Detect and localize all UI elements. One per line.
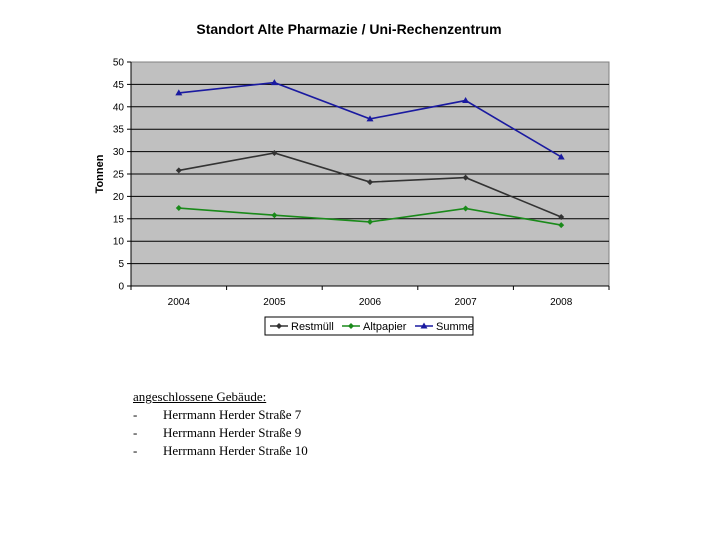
legend-label: Altpapier [363,321,407,333]
legend-label: Summe [436,321,474,333]
bullet-dash: - [133,407,138,422]
y-tick-label: 0 [118,281,124,293]
list-item-text: Herrmann Herder Straße 9 [163,425,302,440]
list-item [133,424,308,442]
y-tick-label: 15 [112,214,124,226]
x-tick-label: 2005 [263,297,286,308]
y-tick-label: 30 [112,147,124,159]
list-item [133,406,308,424]
x-axis-ticks [131,286,609,308]
list-item [133,442,308,460]
y-tick-label: 10 [112,236,124,248]
y-tick-label: 20 [112,191,124,203]
y-tick-label: 40 [112,102,124,114]
y-axis-title: Tonnen [94,154,106,194]
list-heading: angeschlossene Gebäude: [133,389,267,404]
y-tick-label: 45 [112,79,124,91]
bullet-dash: - [133,425,138,440]
y-tick-label: 35 [112,124,124,136]
legend-label: Restmüll [291,321,334,333]
connected-buildings-list [133,388,308,460]
y-tick-label: 25 [112,169,124,181]
list-item-text: Herrmann Herder Straße 10 [163,443,308,458]
bullet-dash: - [133,443,138,458]
chart-title: Standort Alte Pharmazie / Uni-Rechenzentrum [196,21,502,37]
y-tick-label: 5 [118,259,124,271]
legend [265,317,474,335]
x-tick-label: 2006 [358,297,382,308]
x-tick-label: 2004 [167,297,190,308]
x-tick-label: 2008 [550,297,573,308]
y-axis-ticks [113,58,131,293]
x-tick-label: 2007 [454,297,477,308]
list-item-text: Herrmann Herder Straße 7 [163,407,302,422]
y-tick-label: 50 [112,57,124,69]
